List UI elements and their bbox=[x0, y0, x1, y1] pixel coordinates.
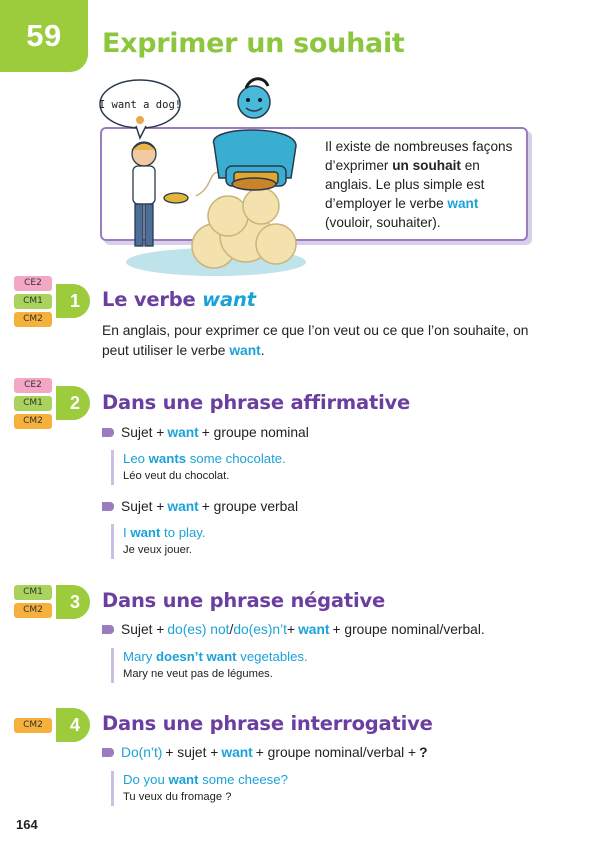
rule-bullet bbox=[102, 745, 428, 760]
intro-text bbox=[325, 137, 525, 232]
level-badge: CM2 bbox=[14, 414, 52, 429]
section-number: 4 bbox=[56, 708, 90, 742]
section-title: Dans une phrase interrogative bbox=[102, 712, 433, 735]
rule-text: + groupe nominal/verbal. bbox=[332, 622, 485, 637]
rule-bullet bbox=[102, 622, 485, 637]
section-title-keyword: want bbox=[202, 288, 256, 311]
example-text: Do you bbox=[123, 772, 169, 787]
paragraph-text: En anglais, pour exprimer ce que l’on veut ou ce que l’on souhaite, on peut utiliser le verbe bbox=[102, 323, 529, 358]
level-badges-2 bbox=[14, 378, 52, 429]
example-text: to play. bbox=[160, 525, 206, 540]
rule-keyword: do(es)n’t bbox=[233, 622, 287, 637]
rule-text: + groupe verbal bbox=[201, 499, 299, 514]
example-french: Léo veut du chocolat. bbox=[123, 470, 230, 482]
rule-text: Sujet + bbox=[121, 425, 165, 440]
example-english bbox=[123, 524, 206, 542]
intro-text-part: (vouloir, souhaiter). bbox=[325, 215, 441, 230]
level-badge: CM1 bbox=[14, 396, 52, 411]
section-number: 1 bbox=[56, 284, 90, 318]
rule-bullet bbox=[102, 425, 309, 440]
section-title: Dans une phrase affirmative bbox=[102, 391, 411, 414]
example-text: I bbox=[123, 525, 131, 540]
example-block bbox=[111, 648, 308, 683]
rule-text: + bbox=[287, 622, 296, 637]
speech-bubble bbox=[99, 80, 181, 138]
rule-keyword: Do(n’t) bbox=[121, 745, 163, 760]
level-badges-4 bbox=[14, 718, 52, 733]
level-badges-3 bbox=[14, 585, 52, 618]
genie bbox=[213, 79, 296, 190]
rule-bullet bbox=[102, 499, 298, 514]
level-badge: CM2 bbox=[14, 603, 52, 618]
chapter-number: 59 bbox=[26, 18, 62, 53]
page-number: 164 bbox=[16, 817, 38, 832]
rule-keyword: want bbox=[167, 425, 199, 440]
speech-bubble-text: I want a dog! bbox=[98, 99, 182, 111]
section-number: 3 bbox=[56, 585, 90, 619]
level-badges-1 bbox=[14, 276, 52, 327]
example-english bbox=[123, 648, 308, 666]
rule-text: + groupe nominal/verbal + bbox=[255, 745, 417, 760]
example-keyword: wants bbox=[148, 451, 187, 466]
example-text: some chocolate. bbox=[186, 451, 286, 466]
rule-keyword: want bbox=[298, 622, 330, 637]
level-badge: CM1 bbox=[14, 585, 52, 600]
intro-keyword: want bbox=[447, 196, 479, 211]
example-french: Je veux jouer. bbox=[123, 544, 193, 556]
level-badge: CM2 bbox=[14, 718, 52, 733]
example-keyword: doesn’t want bbox=[155, 649, 237, 664]
rule-text: Sujet + bbox=[121, 622, 165, 637]
example-keyword: want bbox=[168, 772, 199, 787]
example-text: Mary bbox=[123, 649, 156, 664]
example-text: vegetables. bbox=[236, 649, 308, 664]
section-title-text: Le verbe bbox=[102, 288, 203, 311]
paragraph-text: . bbox=[260, 343, 265, 358]
example-english bbox=[123, 450, 286, 468]
bullet-marker-icon bbox=[102, 625, 114, 634]
rule-text: Sujet + bbox=[121, 499, 165, 514]
bullet-marker-icon bbox=[102, 502, 114, 511]
rule-keyword: want bbox=[221, 745, 253, 760]
level-badge: CE2 bbox=[14, 276, 52, 291]
example-english bbox=[123, 771, 288, 789]
section-title bbox=[102, 288, 256, 311]
intro-text-part: Il existe de nombreuses façons d’exprimer bbox=[325, 139, 513, 173]
section-number: 2 bbox=[56, 386, 90, 420]
genie-illustration bbox=[96, 66, 316, 282]
rule-text: + groupe nominal bbox=[201, 425, 309, 440]
rule-text: + sujet + bbox=[165, 745, 219, 760]
level-badge: CM2 bbox=[14, 312, 52, 327]
bullet-marker-icon bbox=[102, 428, 114, 437]
example-french: Tu veux du fromage ? bbox=[123, 791, 232, 803]
example-keyword: want bbox=[130, 525, 161, 540]
example-text: Leo bbox=[123, 451, 149, 466]
intro-text-part: en anglais. Le plus simple est d’employer le verbe bbox=[325, 158, 485, 211]
rule-text: / bbox=[229, 622, 234, 637]
level-badge: CE2 bbox=[14, 378, 52, 393]
rule-keyword: do(es) not bbox=[167, 622, 230, 637]
bullet-marker-icon bbox=[102, 748, 114, 757]
example-block bbox=[111, 450, 286, 485]
chapter-number-tab bbox=[0, 0, 88, 72]
intro-bold: un souhait bbox=[392, 158, 461, 173]
section-paragraph bbox=[102, 321, 542, 361]
page-title: Exprimer un souhait bbox=[102, 28, 405, 59]
paragraph-keyword: want bbox=[229, 343, 261, 358]
example-french: Mary ne veut pas de légumes. bbox=[123, 668, 273, 680]
level-badge: CM1 bbox=[14, 294, 52, 309]
example-text: some cheese? bbox=[198, 772, 288, 787]
rule-question-mark: ? bbox=[419, 745, 428, 760]
example-block bbox=[111, 771, 288, 806]
boy bbox=[132, 142, 188, 246]
example-block bbox=[111, 524, 206, 559]
rule-keyword: want bbox=[167, 499, 199, 514]
section-title: Dans une phrase négative bbox=[102, 589, 386, 612]
